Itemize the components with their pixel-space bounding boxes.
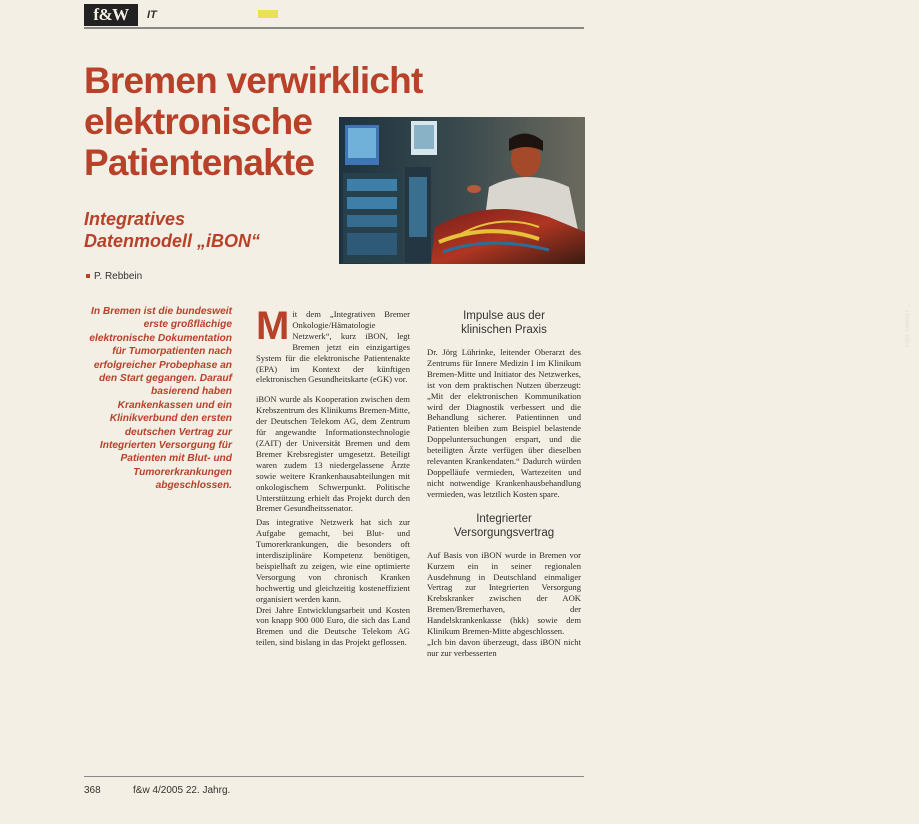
heading-line: Versorgungsvertrag [453, 526, 555, 539]
page-number: 368 [84, 785, 101, 796]
body-paragraph: iBON wurde als Kooperation zwischen dem Krebszentrum des Klinikums Bremen-Mitte, der Deutschen Telekom AG, dem Zentrum für angewandte Informationstechnologie (ZAIT) der Universität Bremen und dem Bremer Krebsregister umgesetzt. Beteiligt waren zudem 13 niedergelassene Ärzte sowie weitere Krankenhausabteilungen mit onkologischem Schwerpunkt. Politische Unterstützung erhielt das Projekt durch den Bremer Gesundheitssenator. [256, 394, 410, 514]
headline-line: Patientenakte [84, 142, 315, 183]
article-lead: In Bremen ist die bundesweit erste großflächige elektronische Dokumentation für Tumorpatienten nach erfolgreicher Probephase an den Start gegangen. Darauf basierend haben Krankenkassen und ein Klinikverbund den ersten deutschen Vertrag zur Integrierten Versorgung für Patienten mit Blut- und Tumorerkrankungen abgeschlossen. [89, 306, 232, 492]
footer-journal-info: f&w 4/2005 22. Jahrg. [133, 785, 231, 796]
section-mark: IT [147, 9, 157, 21]
footer-rule [84, 776, 584, 777]
heading-line: Integrierter [476, 512, 532, 525]
headline-line: Bremen verwirklicht [84, 60, 423, 101]
author-name: P. Rebbein [94, 271, 143, 282]
headline-line: elektronische [84, 101, 313, 142]
photo-illustration [339, 117, 585, 264]
author-byline [86, 271, 142, 282]
body-column-2 [427, 309, 581, 659]
body-paragraph: Das integrative Netzwerk hat sich zur Aufgabe gemacht, bei Blut- und Tumorerkrankungen, die besonders oft interdisziplinäre Kompetenz benötigen, beispielhaft zu zeigen, wie eine optimierte Versorgung von chronisch Kranken hochwertig und gleichzeitig kosteneffizient organisiert werden kann. [256, 517, 410, 604]
journal-logo: f&W [84, 4, 138, 26]
byline-bullet-icon [86, 274, 90, 278]
drop-cap: M [256, 304, 290, 348]
body-paragraph: Dr. Jörg Lührinke, leitender Oberarzt des Zentrums für Innere Medizin I im Klinikum Bremen-Mitte und Initiator des Netzwerkes, ist von dem praktischen Nutzen überzeugt: „Mit der elektronischen Kommunikation wird der Diagnostik verbessert und die Behandlung sicherer. Patientinnen und Patienten bleiben zum Beispiel belastende Doppeluntersuchungen erspart, und die beteiligten Ärzte verfügen über dieselben relevanten Krankendaten.“ Dadurch würden Doppelläufe vermieden, Wartezeiten und nicht notwendige Krankenhausbehandlung vermieden, was letztlich Kosten spare. [427, 347, 581, 499]
section-heading [427, 512, 581, 540]
header-rule [84, 27, 584, 29]
article-subhead [84, 208, 334, 252]
subhead-line: Datenmodell „iBON“ [84, 231, 261, 251]
body-paragraph: Auf Basis von iBON wurde in Bremen vor Kurzem ein in seiner regionalen Ausdehnung in Deutschland einmaliger Vertrag zur Integrierten Versorgung Krebskranker zwischen der AOK Bremen/Bremerhaven, der Handelskrankenkasse (hkk) sowie dem Klinikum Bremen-Mitte abgeschlossen. [427, 549, 581, 637]
yellow-tag [258, 10, 278, 18]
photo-credit: Foto: Fotolia / ... [905, 303, 911, 347]
body-paragraph: „Ich bin davon überzeugt, dass iBON nicht nur zur verbesserten [427, 636, 581, 658]
body-column-1 [256, 304, 410, 648]
subhead-line: Integratives [84, 209, 186, 229]
paragraph-text: it dem „Integrativen Bremer Onkologie/Hämatologie Netzwerk“, kurz iBON, legt Bremen jetzt ein einzigartiges System für die elektronische Patientenakte (EPA) im Kontext der künftigen elektronischen Gesundheitskarte (eGK) vor. [256, 309, 410, 385]
section-heading [427, 309, 581, 337]
heading-line: klinischen Praxis [461, 324, 547, 336]
body-paragraph [256, 304, 410, 385]
body-paragraph: Drei Jahre Entwicklungsarbeit und Kosten von knapp 900 000 Euro, die sich das Land Bremen und die Deutsche Telekom AG teilen, sind bislang in das Projekt geflossen. [256, 604, 410, 648]
heading-line: Impulse aus der [463, 310, 545, 322]
